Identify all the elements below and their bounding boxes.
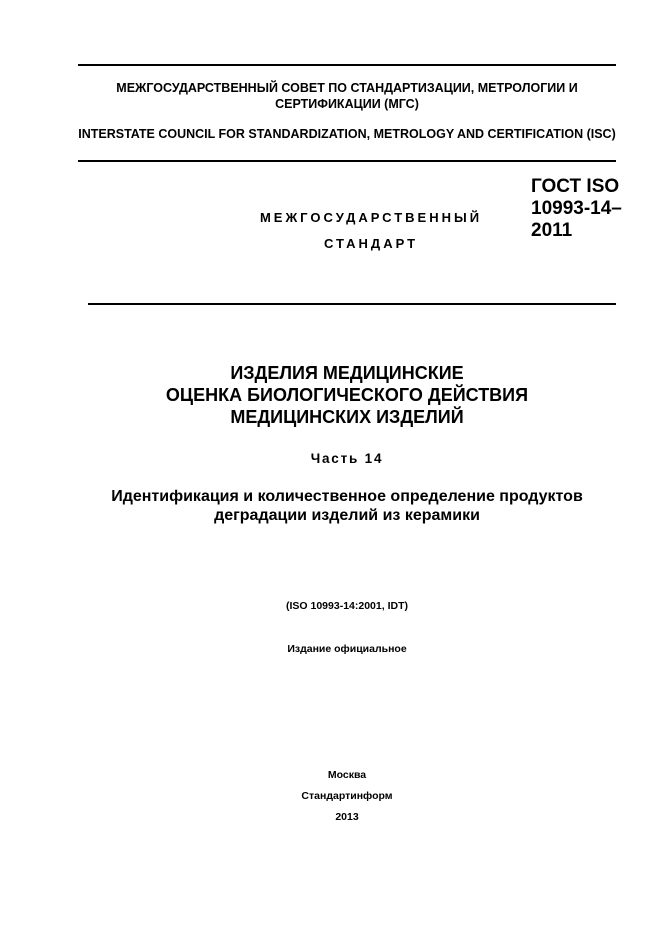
council-name-en [78,126,616,142]
standard-designation [531,176,651,242]
header-rule [78,160,616,162]
subtitle-line2: деградации изделий из керамики [214,507,480,524]
imprint-city: Москва [327,769,367,781]
imprint-year: 2013 [335,811,359,823]
title-line3: МЕДИЦИНСКИХ ИЗДЕЛИЙ [230,407,464,427]
subtitle-line1: Идентификация и количественное определение продуктов [111,488,583,505]
council-name-ru-text: МЕЖГОСУДАРСТВЕННЫЙ СОВЕТ ПО СТАНДАРТИЗАЦИИ, МЕТРОЛОГИИ И СЕРТИФИКАЦИИ (МГС) [116,81,578,111]
iso-reference: (ISO 10993-14:2001, IDT) [286,600,408,612]
designation-line2: 10993-14– [531,198,622,219]
standard-type-line1: МЕЖГОСУДАРСТВЕННЫЙ [259,210,483,225]
imprint-publisher: Стандартинформ [301,790,393,802]
council-name-ru [78,80,616,112]
standard-type-line2: СТАНДАРТ [323,236,419,251]
part-number: Часть 14 [310,451,384,466]
title-line1: ИЗДЕЛИЯ МЕДИЦИНСКИЕ [230,363,464,383]
title-rule [88,303,616,305]
document-title [60,362,634,428]
title-line2: ОЦЕНКА БИОЛОГИЧЕСКОГО ДЕЙСТВИЯ [165,385,529,405]
designation-line1: ГОСТ ISO [531,176,620,197]
edition-label: Издание официальное [287,643,407,655]
top-rule [78,64,616,66]
document-subtitle [40,487,654,525]
council-name-en-text: INTERSTATE COUNCIL FOR STANDARDIZATION, METROLOGY AND CERTIFICATION (ISC) [78,127,616,141]
designation-line3: 2011 [531,220,573,241]
